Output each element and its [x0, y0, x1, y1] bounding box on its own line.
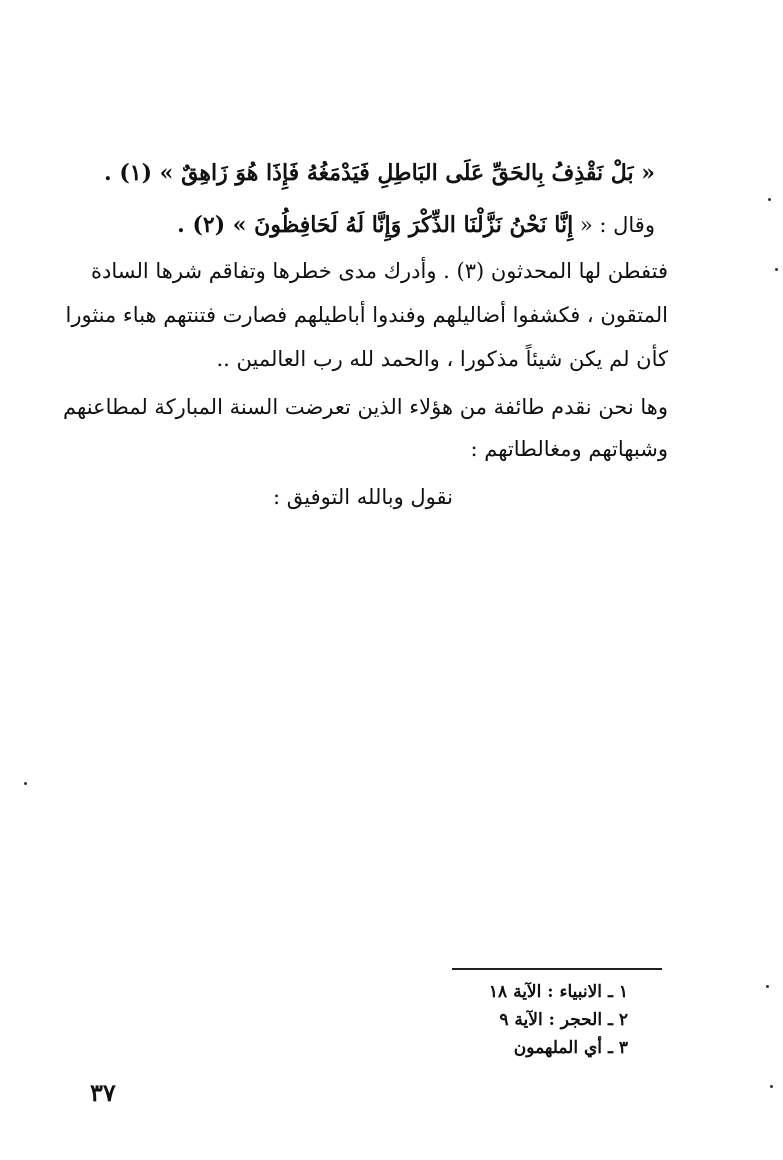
scan-speck: [24, 782, 27, 785]
footnote-2: ٢ ـ الحجر : الآية ٩: [499, 1010, 628, 1030]
quran-verse-2: إِنَّا نَحْنُ نَزَّلْنَا الذِّكْرَ وَإِنَّا لَهُ لَحَافِظُونَ » (٢) .: [177, 212, 574, 238]
quran-verse-1: « بَلْ نَقْذِفُ بِالحَقِّ عَلَى البَاطِلِ فَيَدْمَغُهُ فَإِذَا هُوَ زَاهِقٌ » (١) .: [104, 160, 655, 186]
paragraph-1-line-2: المتقون ، فكشفوا أضاليلهم وفندوا أباطيلهم فصارت فتنتهم هباء منثورا: [65, 303, 668, 327]
paragraph-1-line-1: فتفطن لها المحدثون (٣) . وأدرك مدى خطرها وتفاقم شرها السادة: [90, 259, 668, 283]
scan-speck: [766, 985, 769, 988]
footnote-1: ١ ـ الانبياء : الآية ١٨: [488, 982, 628, 1002]
footnote-3: ٣ ـ أي الملهمون: [513, 1038, 628, 1058]
footnote-divider: [452, 968, 662, 970]
paragraph-2-line-2: وشبهاتهم ومغالطاتهم :: [470, 437, 668, 461]
paragraph-1-line-3: كأن لم يكن شيئاً مذكورا ، والحمد لله رب العالمين ..: [216, 347, 668, 371]
scan-speck: [768, 198, 771, 201]
closing-line: نقول وبالله التوفيق :: [273, 485, 453, 509]
scan-speck: [775, 268, 778, 271]
page-number: ٣٧: [90, 1078, 116, 1107]
verse-2-intro: وقال : «: [579, 213, 655, 237]
quran-verse-2-line: [177, 210, 655, 240]
scan-speck: [770, 1085, 773, 1088]
paragraph-2-line-1: وها نحن نقدم طائفة من هؤلاء الذين تعرضت السنة المباركة لمطاعنهم: [63, 395, 668, 419]
